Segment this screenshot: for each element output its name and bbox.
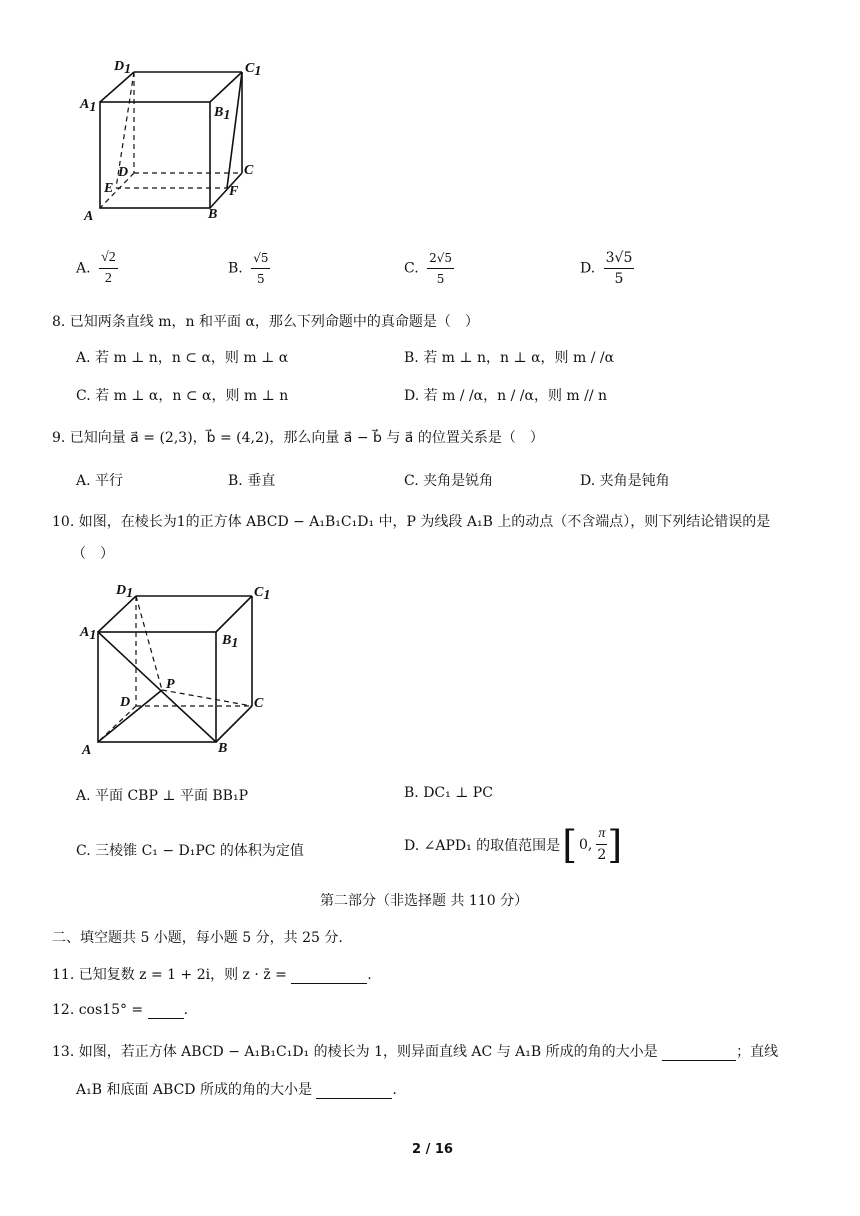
q9-stem: 9. 已知向量 a⃗ = (2,3)，b⃗ = (4,2)，那么向量 a⃗ − b⃗ 与 a⃗ 的位置关系是（ ） <box>52 430 544 446</box>
q13-answer-blank-1[interactable] <box>662 1044 736 1061</box>
q7-option-d-letter: D. <box>580 260 596 277</box>
q10-option-d-interval: [ 0, $\frac{\pi}{2}$ ] <box>562 822 623 867</box>
q8-option-b[interactable]: B. 若 m ⊥ n，n ⊥ α，则 m / /α <box>404 350 615 366</box>
q9-option-b[interactable]: B. 垂直 <box>228 473 276 489</box>
q13-answer-blank-2[interactable] <box>316 1082 392 1099</box>
q7-option-b-letter: B. <box>228 260 243 277</box>
label-C1: C1 <box>254 585 271 603</box>
q7-option-a-fraction: $\frac{√2}{2}$ <box>101 250 116 286</box>
q10-stem: 10. 如图，在棱长为1的正方体 ABCD − A₁B₁C₁D₁ 中，P 为线段 A₁B 上的动点（不含端点），则下列结论错误的是 <box>52 514 771 530</box>
q10-option-d-text: D. ∠APD₁ 的取值范围是 <box>404 837 561 854</box>
q9-option-a[interactable]: A. 平行 <box>76 473 124 489</box>
label-P: P <box>166 677 175 692</box>
label-C: C <box>254 696 264 711</box>
label-F: F <box>229 184 239 199</box>
q9-option-d[interactable]: D. 夹角是钝角 <box>580 473 670 489</box>
q11: 11. 已知复数 z = 1 + 2i，则 z · z̄ = . <box>52 967 372 983</box>
q12-answer-blank[interactable] <box>148 1002 184 1019</box>
q7-option-c[interactable] <box>404 248 454 289</box>
q10-paren: （ ） <box>72 546 114 562</box>
label-D: D <box>118 165 129 180</box>
q10-option-c[interactable]: C. 三棱锥 C₁ − D₁PC 的体积为定值 <box>76 843 304 859</box>
label-B: B <box>218 741 228 756</box>
label-C1: C1 <box>245 61 262 79</box>
label-D: D <box>120 695 131 710</box>
q13-line1: 13. 如图，若正方体 ABCD − A₁B₁C₁D₁ 的棱长为 1，则异面直线 AC 与 A₁B 所成的角的大小是 ；直线 <box>52 1044 779 1060</box>
label-A1: A1 <box>80 97 97 115</box>
label-B1: B1 <box>214 105 231 123</box>
cube-figure-2 <box>78 578 278 758</box>
label-D1: D1 <box>114 59 132 77</box>
q7-option-c-letter: C. <box>404 260 419 277</box>
q10-option-d[interactable] <box>404 824 622 865</box>
q8-option-a[interactable]: A. 若 m ⊥ n，n ⊂ α，则 m ⊥ α <box>76 350 289 366</box>
q7-option-b-fraction: $\frac{√5}{5}$ <box>251 248 270 289</box>
label-C: C <box>244 163 254 178</box>
q7-option-c-fraction: $\frac{2√5}{5}$ <box>427 248 454 289</box>
q7-option-a-letter: A. <box>76 260 91 277</box>
q7-option-d-fraction: $\frac{3√5}{5}$ <box>605 250 633 287</box>
q10-option-b[interactable]: B. DC₁ ⊥ PC <box>404 785 493 801</box>
label-B1: B1 <box>222 633 239 651</box>
label-B: B <box>208 207 218 222</box>
section-heading: 二、填空题共 5 小题，每小题 5 分，共 25 分. <box>52 930 343 946</box>
q13-line2: A₁B 和底面 ABCD 所成的角的大小是 . <box>76 1082 397 1098</box>
q7-option-a[interactable] <box>76 248 118 289</box>
label-D1: D1 <box>116 583 134 601</box>
q9-option-c[interactable]: C. 夹角是锐角 <box>404 473 494 489</box>
label-A1: A1 <box>80 625 97 643</box>
q10-option-a[interactable]: A. 平面 CBP ⊥ 平面 BB₁P <box>76 788 249 804</box>
q8-option-c[interactable]: C. 若 m ⊥ α，n ⊂ α，则 m ⊥ n <box>76 388 289 404</box>
cube-figure-1 <box>78 56 268 226</box>
q7-option-d[interactable] <box>580 248 634 289</box>
page-number: 2 / 16 <box>412 1142 453 1157</box>
part2-title: 第二部分（非选择题 共 110 分） <box>320 893 529 909</box>
label-E: E <box>104 181 114 196</box>
label-A: A <box>84 209 94 224</box>
q8-option-d[interactable]: D. 若 m / /α，n / /α，则 m // n <box>404 388 608 404</box>
label-A: A <box>82 743 92 758</box>
q7-option-b[interactable] <box>228 248 270 289</box>
q8-stem: 8. 已知两条直线 m，n 和平面 α，那么下列命题中的真命题是（ ） <box>52 314 479 330</box>
q11-answer-blank[interactable] <box>291 967 367 984</box>
q12: 12. cos15° = . <box>52 1002 189 1018</box>
